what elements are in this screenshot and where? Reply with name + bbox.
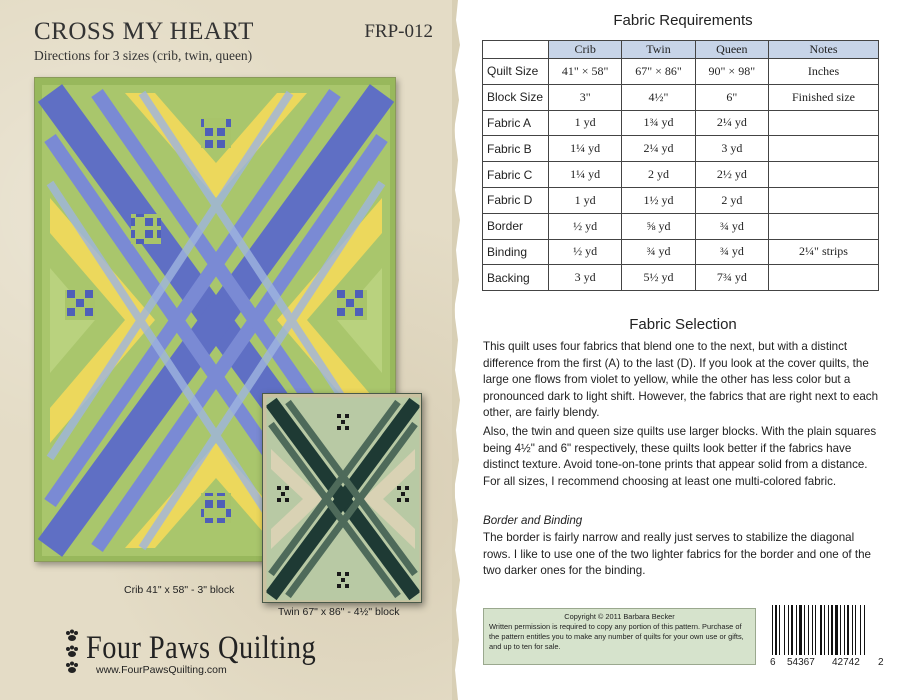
table-row [483, 162, 879, 188]
cell-notes [769, 187, 879, 213]
cell-crib: ½ yd [549, 239, 622, 265]
column-header: Twin [622, 41, 695, 59]
caption-twin: Twin 67" x 86" - 4½" block [278, 606, 400, 618]
selection-paragraph-2: Also, the twin and queen size quilts use larger blocks. With the plain squares being 4½" and 6" respectively, these quilts look better if the fabrics have distinct texture. Avoid tone-on-tone prints that appear solid from a distance. For all sizes, I recommend choosing at least one multi-colored fabric. [483, 425, 877, 488]
copyright-body: Written permission is required to copy any portion of this pattern. Purchase of the pattern entitles you to make any number of quilts for your own use or gifts, and up to ten for sale. [489, 622, 744, 651]
cell-queen: 90" × 98" [695, 59, 768, 85]
table-corner [483, 41, 549, 59]
table-row [483, 213, 879, 239]
cell-twin: 1¾ yd [622, 110, 695, 136]
cell-queen: ¾ yd [695, 239, 768, 265]
cell-crib: 1 yd [549, 110, 622, 136]
cell-crib: 41" × 58" [549, 59, 622, 85]
cell-crib: ½ yd [549, 213, 622, 239]
copyright-notice [483, 608, 756, 665]
cover-subtitle: Directions for 3 sizes (crib, twin, queen) [34, 48, 253, 63]
quilt-image-twin [262, 393, 422, 603]
cell-twin: 1½ yd [622, 187, 695, 213]
cell-twin: 4½" [622, 84, 695, 110]
copyright-line: Copyright © 2011 Barbara Becker [564, 612, 675, 621]
table-header-row [483, 41, 879, 59]
cell-twin: 5½ yd [622, 265, 695, 291]
cell-notes [769, 136, 879, 162]
selection-heading: Fabric Selection [629, 316, 737, 333]
cell-twin: ⅝ yd [622, 213, 695, 239]
column-header: Notes [769, 41, 879, 59]
fabric-requirements-table [482, 40, 879, 291]
cell-queen: 2¼ yd [695, 110, 768, 136]
selection-paragraph-1: This quilt uses four fabrics that blend one to the next, but with a distinct difference from the first (A) to the last (D). If you look at the cover quilts, the large one flows from violet to yellow, while the other has less color but a pronounced dark to light shift. However, the fabrics that are right next to each other, are fairly blendy. [483, 340, 879, 419]
barcode-digit-check: 2 [878, 657, 884, 668]
row-label: Binding [483, 239, 549, 265]
barcode-digit-prefix: 6 [770, 657, 776, 668]
cell-crib: 3" [549, 84, 622, 110]
table-row [483, 59, 879, 85]
cell-notes [769, 213, 879, 239]
table-row [483, 187, 879, 213]
caption-crib: Crib 41" x 58" - 3" block [124, 584, 235, 596]
barcode-digits-left: 54367 [787, 657, 815, 668]
table-row [483, 110, 879, 136]
cell-queen: 6" [695, 84, 768, 110]
row-label: Border [483, 213, 549, 239]
cell-queen: 2½ yd [695, 162, 768, 188]
paw-icon [62, 628, 82, 676]
table-row [483, 84, 879, 110]
column-header: Queen [695, 41, 768, 59]
row-label: Quilt Size [483, 59, 549, 85]
brand-url: www.FourPawsQuilting.com [96, 664, 227, 676]
row-label: Fabric A [483, 110, 549, 136]
table-row [483, 239, 879, 265]
cell-notes: 2¼" strips [769, 239, 879, 265]
table-row [483, 136, 879, 162]
cell-twin: 67" × 86" [622, 59, 695, 85]
cell-notes: Inches [769, 59, 879, 85]
cell-notes: Finished size [769, 84, 879, 110]
cell-twin: 2 yd [622, 162, 695, 188]
cell-twin: ¾ yd [622, 239, 695, 265]
pattern-code: FRP-012 [364, 21, 433, 42]
row-label: Backing [483, 265, 549, 291]
cell-notes [769, 110, 879, 136]
row-label: Block Size [483, 84, 549, 110]
row-label: Fabric D [483, 187, 549, 213]
cell-crib: 3 yd [549, 265, 622, 291]
cell-queen: 2 yd [695, 187, 768, 213]
row-label: Fabric B [483, 136, 549, 162]
cell-queen: ¾ yd [695, 213, 768, 239]
border-binding-paragraph: The border is fairly narrow and really just serves to stabilize the diagonal rows. I like to use one of the two lighter fabrics for the border and one of the two darker ones for the binding. [483, 531, 871, 577]
border-binding-heading: Border and Binding [483, 514, 583, 527]
cell-crib: 1 yd [549, 187, 622, 213]
pattern-back-page [466, 0, 900, 700]
barcode-icon [770, 605, 884, 655]
cell-crib: 1¼ yd [549, 162, 622, 188]
cell-queen: 3 yd [695, 136, 768, 162]
cell-crib: 1¼ yd [549, 136, 622, 162]
requirements-heading: Fabric Requirements [613, 12, 753, 29]
column-header: Crib [549, 41, 622, 59]
cell-notes [769, 265, 879, 291]
row-label: Fabric C [483, 162, 549, 188]
barcode-digits-right: 42742 [832, 657, 860, 668]
table-row [483, 265, 879, 291]
cell-notes [769, 162, 879, 188]
cell-queen: 7¾ yd [695, 265, 768, 291]
cell-twin: 2¼ yd [622, 136, 695, 162]
cover-title: CROSS MY HEART [34, 18, 254, 45]
brand-name: Four Paws Quilting [86, 630, 317, 666]
